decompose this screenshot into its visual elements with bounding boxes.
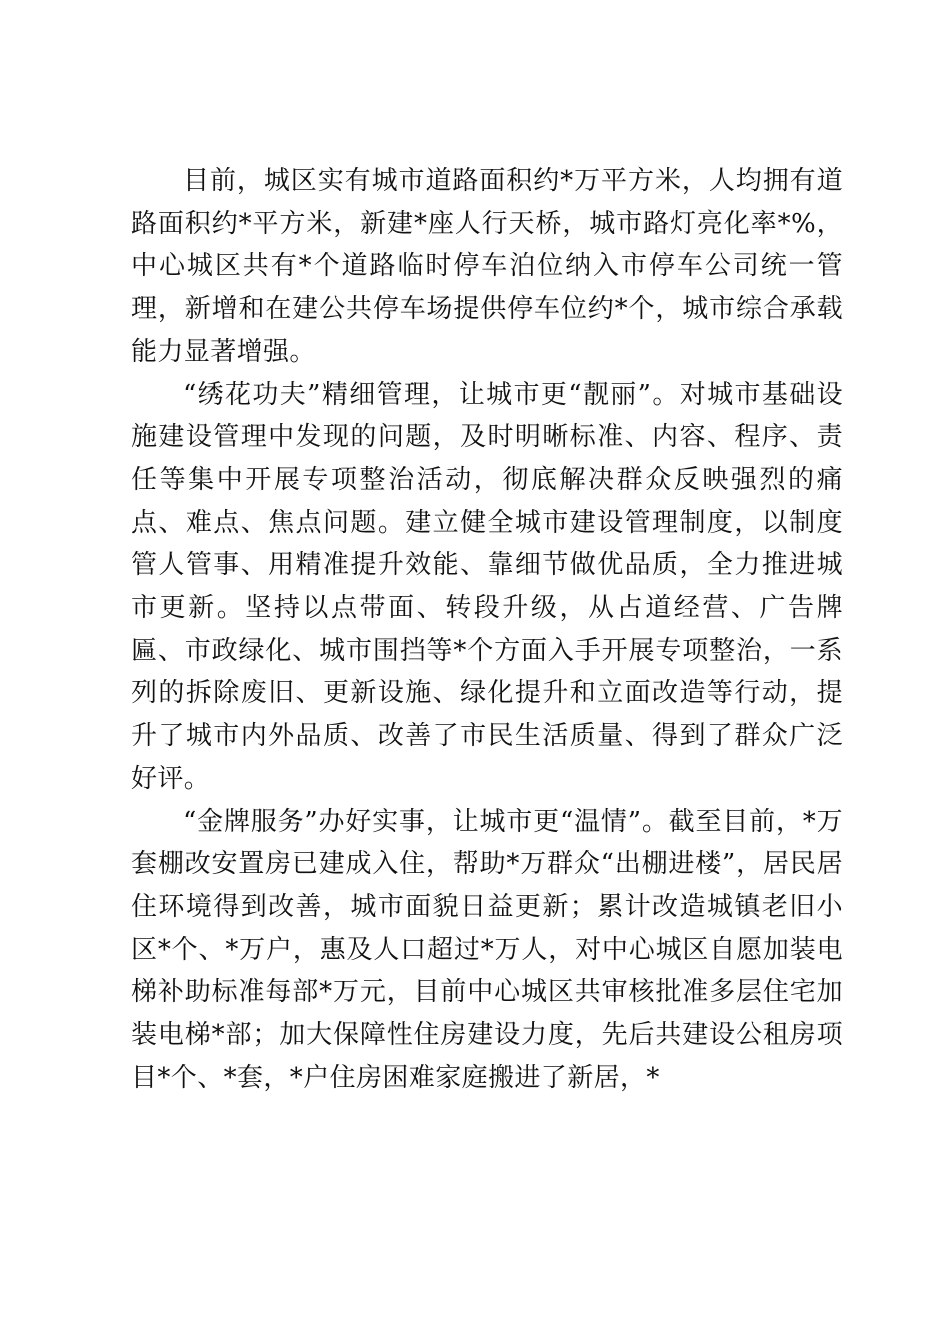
paragraph-gold-service: “金牌服务”办好实事，让城市更“温情”。截至目前，*万套棚改安置房已建成入住，帮助*万群众“出棚进楼”，居民居住环境得到改善，城市面貌日益更新；累计改造城镇老旧小区*个、*万户，惠及人口超过*万人，对中心城区自愿加装电梯补助标准每部*万元，目前中心城区共审核批准多层住宅加装电梯*部；加大保障性住房建设力度，先后共建设公租房项目*个、*套，*户住房困难家庭搬进了新居，* [131, 806, 843, 1093]
paragraph-fine-management: “绣花功夫”精细管理，让城市更“靓丽”。对城市基础设施建设管理中发现的问题，及时明晰标准、内容、程序、责任等集中开展专项整治活动，彻底解决群众反映强烈的痛点、难点、焦点问题。建立健全城市建设管理制度，以制度管人管事、用精准提升效能、靠细节做优品质，全力推进城市更新。坚持以点带面、转段升级，从占道经营、广告牌匾、市政绿化、城市围挡等*个方面入手开展专项整治，一系列的拆除废旧、更新设施、绿化提升和立面改造等行动，提升了城市内外品质、改善了市民生活质量、得到了群众广泛好评。 [131, 379, 843, 794]
document-body [131, 160, 843, 1099]
paragraph-road-infrastructure: 目前，城区实有城市道路面积约*万平方米，人均拥有道路面积约*平方米，新建*座人行天桥，城市路灯亮化率*%，中心城区共有*个道路临时停车泊位纳入市停车公司统一管理，新增和在建公共停车场提供停车位约*个，城市综合承载能力显著增强。 [131, 166, 843, 367]
